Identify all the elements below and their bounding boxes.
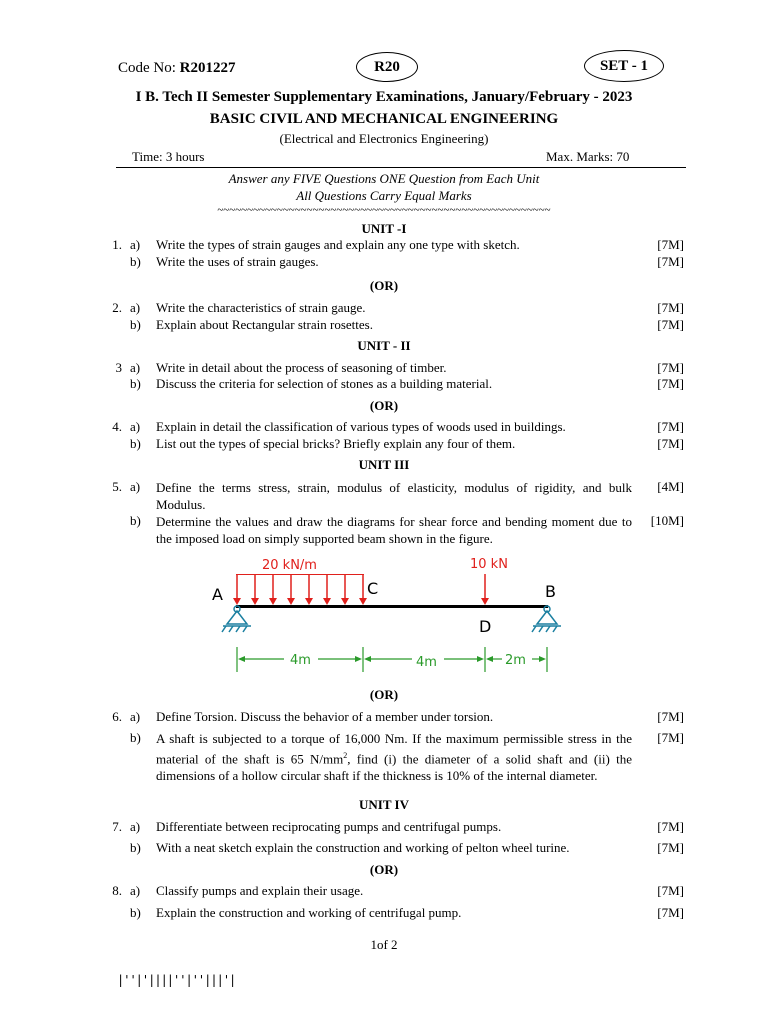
question-text: Explain in detail the classification of various types of woods used in buildings.	[156, 419, 566, 434]
question-text: A shaft is subjected to a torque of 16,000 Nm. If the maximum permissible stress in the material of the shaft is 65 $N/mm^2$, find (i) the diameter of a solid shaft and (ii) the dimensions of a hollow circular shaft if the thickness is 10% of the internal diameter.	[156, 731, 632, 784]
or-separator: (OR)	[369, 278, 399, 293]
sub-label: a)	[130, 360, 141, 375]
unit-4-heading: UNIT IV	[359, 797, 409, 812]
point-d-label: D	[479, 617, 492, 636]
code-value: R201227	[179, 60, 236, 76]
marks: [7M]	[657, 317, 684, 332]
sub-label: b)	[130, 317, 141, 332]
question-text: Explain about Rectangular strain rosettes.	[156, 317, 373, 332]
question-number: 7.	[112, 819, 122, 834]
sub-label: b)	[130, 436, 141, 451]
marks: [7M]	[657, 360, 684, 375]
time-duration: Time: 3 hours	[132, 149, 205, 164]
marks: [7M]	[657, 905, 684, 920]
question-text: Differentiate between reciprocating pumps and centrifugal pumps.	[156, 819, 502, 834]
question-number: 6.	[112, 709, 122, 724]
sub-label: b)	[130, 376, 141, 391]
marks: [10M]	[650, 513, 684, 528]
instruction-1: Answer any FIVE Questions ONE Question from Each Unit	[228, 171, 540, 186]
sub-label: a)	[130, 479, 141, 494]
code-label: Code No:	[118, 60, 176, 76]
marks: [7M]	[657, 883, 684, 898]
question-text: Classify pumps and explain their usage.	[156, 883, 364, 898]
support-a	[222, 606, 251, 632]
sub-label: a)	[130, 237, 141, 252]
question-text: List out the types of special bricks? Briefly explain any four of them.	[156, 436, 516, 451]
tilde-divider: ~~~~~~~~~~~~~~~~~~~~~~~~~~~~~~~~~~~~~~~~~~~~~~~~~~~~~~~~	[217, 204, 551, 216]
marks: [7M]	[657, 237, 684, 252]
question-number: 5.	[112, 479, 122, 494]
question-text: Explain the construction and working of centrifugal pump.	[156, 905, 462, 920]
exam-title: I B. Tech II Semester Supplementary Examinations, January/February - 2023	[135, 89, 633, 105]
marks: [7M]	[657, 819, 684, 834]
support-b	[532, 606, 561, 632]
beam	[236, 605, 548, 608]
page-number: 1of 2	[370, 937, 398, 952]
dimension-lines	[237, 647, 547, 672]
sub-label: b)	[130, 254, 141, 269]
question-number: 1.	[112, 237, 122, 252]
marks: [7M]	[657, 730, 684, 745]
regulation-badge: R20	[356, 52, 418, 82]
sub-label: a)	[130, 300, 141, 315]
or-separator: (OR)	[369, 687, 399, 702]
branch: (Electrical and Electronics Engineering)	[279, 131, 489, 146]
unit-2-heading: UNIT - II	[357, 338, 411, 353]
sub-label: a)	[130, 709, 141, 724]
question-number: 4.	[112, 419, 122, 434]
beam-figure	[200, 552, 580, 682]
question-text: Discuss the criteria for selection of stones as a building material.	[156, 376, 493, 391]
marks: [4M]	[657, 479, 684, 494]
question-text: Write in detail about the process of seasoning of timber.	[156, 360, 447, 375]
question-text: Write the uses of strain gauges.	[156, 254, 319, 269]
barcode-text: |''|'||||''|''|||'|	[117, 973, 236, 987]
marks: [7M]	[657, 419, 684, 434]
instruction-2: All Questions Carry Equal Marks	[296, 188, 472, 203]
unit-3-heading: UNIT III	[358, 457, 410, 472]
marks: [7M]	[657, 376, 684, 391]
udl-arrows	[233, 574, 367, 605]
sub-label: b)	[130, 513, 141, 528]
point-load-label: 10 kN	[470, 557, 508, 572]
sub-label: b)	[130, 905, 141, 920]
point-b-label: B	[545, 582, 556, 601]
question-number: 2.	[112, 300, 122, 315]
marks: [7M]	[657, 840, 684, 855]
point-a-label: A	[212, 585, 223, 604]
question-text: Define the terms stress, strain, modulus of elasticity, modulus of rigidity, and bulk Modulus.	[156, 480, 632, 512]
udl-label: 20 kN/m	[262, 558, 317, 573]
or-separator: (OR)	[369, 862, 399, 877]
question-number: 3	[115, 360, 122, 375]
max-marks: Max. Marks: 70	[546, 149, 630, 164]
dim-2-label: 4m	[416, 655, 437, 670]
marks: [7M]	[657, 436, 684, 451]
question-text: Determine the values and draw the diagrams for shear force and bending moment due to the imposed load on simply supported beam shown in the figure.	[156, 514, 632, 546]
sub-label: a)	[130, 419, 141, 434]
subject-title: BASIC CIVIL AND MECHANICAL ENGINEERING	[209, 111, 559, 127]
marks: [7M]	[657, 709, 684, 724]
sub-label: a)	[130, 819, 141, 834]
question-text: Write the characteristics of strain gauge.	[156, 300, 366, 315]
question-text: Define Torsion. Discuss the behavior of a member under torsion.	[156, 709, 494, 724]
marks: [7M]	[657, 254, 684, 269]
marks: [7M]	[657, 300, 684, 315]
unit-1-heading: UNIT -I	[361, 221, 407, 236]
sub-label: b)	[130, 730, 141, 745]
question-text: Write the types of strain gauges and explain any one type with sketch.	[156, 237, 520, 252]
dim-3-label: 2m	[505, 653, 526, 668]
set-badge: SET - 1	[584, 50, 664, 82]
sub-label: b)	[130, 840, 141, 855]
code-number	[118, 60, 236, 77]
question-number: 8.	[112, 883, 122, 898]
question-text: With a neat sketch explain the construction and working of pelton wheel turine.	[156, 840, 570, 855]
or-separator: (OR)	[369, 398, 399, 413]
header-rule	[116, 167, 686, 168]
dim-1-label: 4m	[290, 653, 311, 668]
sub-label: a)	[130, 883, 141, 898]
point-c-label: C	[367, 579, 379, 598]
